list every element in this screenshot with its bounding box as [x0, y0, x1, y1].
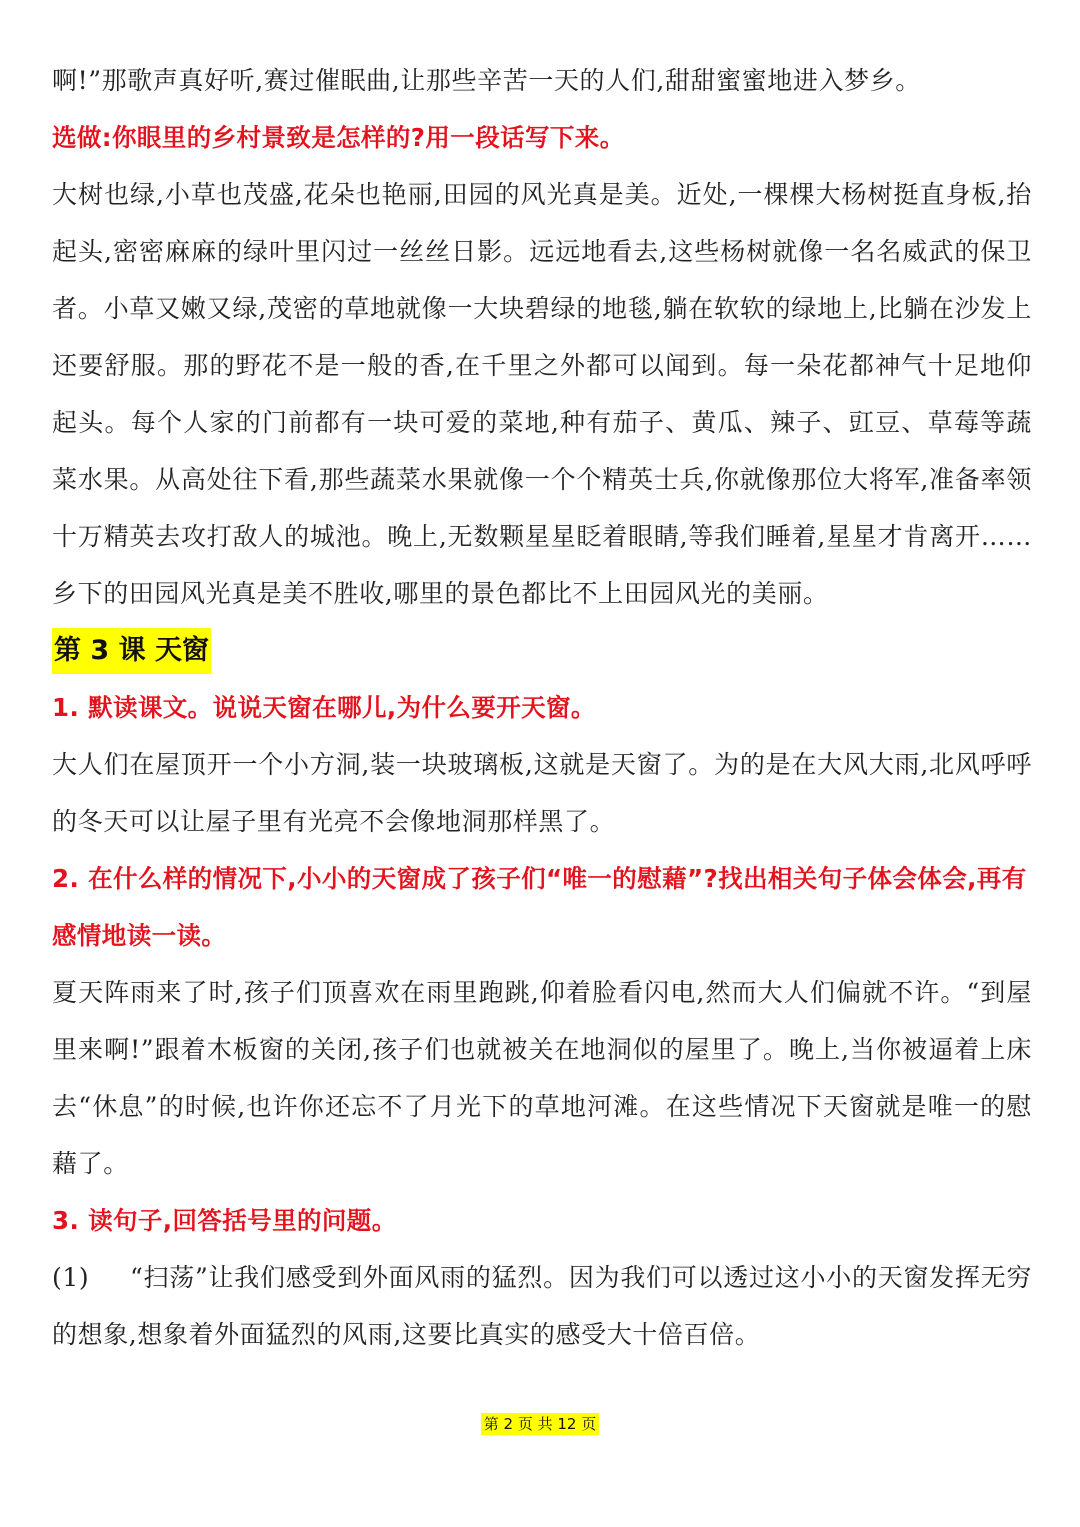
answer-3 — [52, 1249, 1032, 1363]
page-number: 第 2 页 共 12 页 — [481, 1413, 599, 1435]
question-2: 2. 在什么样的情况下,小小的天窗成了孩子们“唯一的慰藉”?找出相关句子体会体会,再有感情地读一读。 — [52, 864, 1027, 950]
answer-1: 大人们在屋顶开一个小方洞,装一块玻璃板,这就是天窗了。为的是在大风大雨,北风呼呼的冬天可以让屋子里有光亮不会像地洞那样黑了。 — [52, 750, 1032, 836]
paragraph-countryside-scenery: 大树也绿,小草也茂盛,花朵也艳丽,田园的风光真是美。近处,一棵棵大杨树挺直身板,抬起头,密密麻麻的绿叶里闪过一丝丝日影。远远地看去,这些杨树就像一名名威武的保卫者。小草又嫩又绿,茂密的草地就像一大块碧绿的地毯,躺在软软的绿地上,比躺在沙发上还要舒服。那的野花不是一般的香,在千里之外都可以闻到。每一朵花都神气十足地仰起头。每个人家的门前都有一块可爱的菜地,种有茄子、黄瓜、辣子、豇豆、草莓等蔬菜水果。从高处往下看,那些蔬菜水果就像一个个精英士兵,你就像那位大将军,准备率领十万精英去攻打敌人的城池。晚上,无数颗星星眨着眼睛,等我们睡着,星星才肯离开……乡下的田园风光真是美不胜收,哪里的景色都比不上田园风光的美丽。 — [52, 180, 1032, 608]
lesson-title: 第 3 课 天窗 — [52, 628, 211, 674]
question-1: 1. 默读课文。说说天窗在哪儿,为什么要开天窗。 — [52, 693, 596, 722]
paragraph-song-ending: 啊!”那歌声真好听,赛过催眠曲,让那些辛苦一天的人们,甜甜蜜蜜地进入梦乡。 — [52, 66, 921, 95]
answer-3-text: “扫荡”让我们感受到外面风雨的猛烈。因为我们可以透过这小小的天窗发挥无穷的想象,想象着外面猛烈的风雨,这要比真实的感受大十倍百倍。 — [52, 1263, 1032, 1349]
answer-3-number: (1) — [52, 1263, 90, 1292]
optional-task-prompt: 选做:你眼里的乡村景致是怎样的?用一段话写下来。 — [52, 123, 625, 152]
page-footer — [0, 1413, 1080, 1434]
question-3: 3. 读句子,回答括号里的问题。 — [52, 1206, 397, 1235]
document-page — [52, 0, 1032, 1363]
answer-2: 夏天阵雨来了时,孩子们顶喜欢在雨里跑跳,仰着脸看闪电,然而大人们偏就不许。“到屋里来啊!”跟着木板窗的关闭,孩子们也就被关在地洞似的屋里了。晚上,当你被逼着上床去“休息”的时候,也许你还忘不了月光下的草地河滩。在这些情况下天窗就是唯一的慰藉了。 — [52, 978, 1032, 1178]
